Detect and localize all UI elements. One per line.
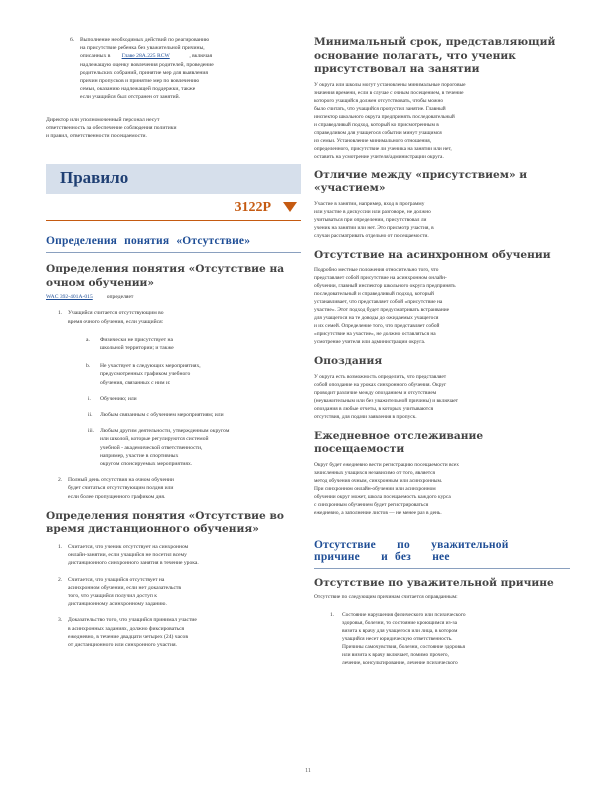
paragraph-line: собой опоздание на уроках синхронного обучения. Округ [314,381,447,388]
paragraph-excused: Отсутствие по следующим причинам считается оправданным: [314,594,458,600]
paragraph-line: метод обучения очным, синхронным или асинхронным. [314,477,443,484]
item-line: или школой, которые регулируются системой [100,436,209,443]
title-word: по [397,538,410,551]
heading-line: Отличие между «присутствием» и [314,168,528,181]
section-title-absence: Определения понятия «Отсутствие» [46,235,301,253]
wac-link[interactable]: WAC 392-401A-015 [46,294,93,301]
heading-absence-inperson [46,263,301,290]
paragraph-line: устанавливает, что представляет собой «присутствие на [314,299,443,305]
item-line: того, что учащийся получил доступ к [68,592,157,599]
paragraph-line: ответственность за обеспечение соблюдения политики [46,124,177,131]
paragraph-line: и справедливый подход, который ко присмотренным в [314,121,439,128]
title-word: причине [314,550,360,563]
heading-line: посещаемости [314,443,405,455]
item-line: или визита к врачу включает, помимо прочего, [342,652,449,658]
paragraph-line: обучении округ может, школа посещаемость каждого курса [314,493,451,500]
item-line: Причины самочувствия, болезни, состояние здоровья [342,644,465,650]
item-line: от дистанционного или синхронного участия. [68,641,177,648]
item-line: Физически не присутствует на [100,336,173,343]
item-line: здоровья, болезни, то состояние кроющимся из-за [342,620,457,626]
paragraph-line: У округа есть возможность определить, что представляет [314,373,447,380]
paragraph-line: справедливом для учащегося событии минут учащимся [314,129,442,136]
list-item [46,576,301,609]
section-title-excused [314,539,570,569]
heading-line: очном обучении» [46,276,155,289]
item-line: онлайн-занятии, если учащийся не посетил всему [68,552,187,559]
heading-tardies: Опоздания [314,355,383,367]
paragraph-tardies [314,373,570,421]
list-item [46,411,301,419]
paragraph-line: случаи рассматривать отдельно от посещаемости. [314,232,429,239]
paragraph-line: с синхронным обучением будет регистрироваться [314,501,429,508]
item-line: Считается, что учащийся отсутствует на [68,576,165,583]
paragraph-daily [314,461,570,517]
item-number: 1. [58,310,63,317]
rule-number-bar [46,194,301,221]
item-line: обучения, связанных с ним и: [100,379,171,386]
item-line: на присутствие ребенка без уважительной причины, [80,45,205,52]
absence-list [46,309,301,500]
rule-number: 3122P [234,200,271,216]
heading-min-time [314,36,570,77]
paragraph-line: участие». Этот подход будет предусматривать встраивание [314,307,449,313]
heading-distinction [314,169,570,196]
heading-line: основание полагать, что ученик [314,49,516,62]
item-line: Полный день отсутствия на очном обучении [68,477,174,484]
paragraph-line: для учащегося на те доводы до ожидаемых учащегося [314,315,439,321]
paragraph-line: представляет собой присутствие на асинхронном онлайн- [314,275,447,281]
paragraph-line: которого учащийся должен отсутствовать, чтобы можно [314,97,444,104]
remote-list [46,543,301,649]
item-line: в асинхронных заданиях, должно фиксироваться [68,625,185,632]
paragraph-line: усмотрение учителя или администрации округа. [314,339,426,345]
paragraph-line: и их семей. Определение того, что представляет собой [314,323,440,329]
item-line: визита к врачу для учащегося или лица, в котором [342,628,458,634]
item-number: 2. [58,477,63,484]
paragraph-line: Подробно местные положения относительно того, что [314,267,439,273]
heading-line: время дистанционного обучения» [46,523,259,536]
paragraph-line: оставить на усмотрение учителя/администрации округа. [314,153,444,160]
list-item [46,427,301,468]
paragraph-line: инспектор школьного округа предпринять последовательный [314,113,455,120]
item-line: лечение, консультирование, лечение психического [342,660,458,666]
paragraph-async [314,266,570,346]
paragraph-line: ежедневно, а заполнение листов — не менее раз в день. [314,509,442,516]
paragraph-line: отсутствия, для подачи заявления в пропуск. [314,413,417,420]
item-line: Учащийся считается отсутствующим во [68,310,164,317]
item-line: асинхронном обучении, если нет доказательств [68,584,182,591]
item-line: Считается, что ученик отсутствует на синхронном [68,543,189,550]
title-word: Отсутствие [314,538,376,551]
item-letter: a. [86,336,90,343]
paragraph-line: У округа или школы могут установлены минимальные пороговые [314,81,466,88]
paragraph-line: При синхронном онлайн-обучении или асинхронном [314,485,436,492]
item-text: описанных в [80,53,111,60]
item-number: 3. [58,617,63,624]
item-line: учебной - академической ответственности, [100,444,203,451]
item-line: учащийся несет юридическую ответственность. [342,636,453,642]
item-line: Выполнение необходимых действий по реагированию [80,37,210,43]
item-line: причин пропусков и принятие мер по вовлечению [80,78,200,85]
list-item [46,362,301,387]
heading-line: «участием» [314,182,386,194]
paragraph-line: или участие в дискуссии или разговоре, не должно [314,208,431,215]
item-line [80,52,301,60]
list-item [46,395,301,403]
heading-excused-absence: Отсутствие по уважительной причине [314,576,554,589]
list-item [46,543,301,568]
item-line: родительских собраний, принятие мер для выявления [80,69,208,76]
title-word: нее [432,550,450,563]
paragraph-distinction [314,200,570,240]
list-item-6 [46,36,301,102]
paragraph-line: Округ будет ежедневно вести регистрацию посещаемости всех [314,461,459,468]
rule-banner [46,164,301,194]
item-line: Любым связанным с обучением мероприятиям; или [100,412,224,419]
item-line: время очного обучения, если учащийся: [68,318,164,325]
triangle-down-icon [283,202,297,212]
item-line: надлежащую оценку вовлечения родителей, проведение [80,61,214,68]
item-line: ежедневно, в течение двадцати четырех (24) часов [68,633,188,640]
heading-daily-tracking [314,430,570,457]
item-number: 2. [58,576,63,583]
item-line: будет считаться отсутствующим полдня или [68,485,174,492]
paragraph-line: определенного, присутствие ли ученика на занятии или нет, [314,145,452,152]
item-letter: b. [86,363,91,370]
title-word: уважительной [431,538,509,551]
paragraph-line: последовательный и справедливый подход, который [314,291,434,297]
item-roman: iii. [88,428,95,435]
item-line: Обучению; или [100,395,137,402]
paragraph-line: проводит различие между опозданием и отсутствием [314,389,437,396]
item-line: например, участие в спортивных [100,452,179,459]
item-line: Доказательство того, что учащийся принимал участие [68,617,197,624]
item-number: 1. [58,543,63,550]
wac-tail: определяет [106,294,134,301]
title-word: и без [381,550,411,563]
item-number: 1. [330,612,335,618]
page-number: 11 [305,768,311,774]
heading-line: Определения понятия «Отсутствие во [46,509,284,522]
paragraph-line: Участие в занятии, например, вход в программу [314,200,425,207]
paragraph-line: (неуважительным или без уважительной причины) и включает [314,397,459,404]
paragraph-line: из семьи. Установление минимального отношения, [314,137,432,144]
paragraph-line: Директор или уполномоченный персонал несут [46,116,160,123]
item-line: если более пропущенного графиком дня. [68,493,166,500]
list-item [46,309,301,325]
paragraph-line: опоздания в любые отчеты, в которых учитываются [314,405,434,412]
heading-line: присутствовал на занятии [314,63,480,75]
paragraph-line: значения времени, если в случае с очным посещением, в течение [314,89,464,96]
paragraph-line: было считать, что учащийся пропустил занятие. Главный [314,105,446,112]
paragraph-line: «присутствие на участие», не должно оставляться на [314,331,436,337]
item-line: школьной территории; и также [100,345,174,352]
item-line: Состояние нарушения физического или психического [342,612,466,618]
list-item [46,616,301,649]
wac-line [46,293,301,301]
item-text: , включая [189,53,213,60]
item-roman: ii. [88,412,93,419]
item-line: Не участвует в следующих мероприятиях, [100,363,201,370]
paragraph-line: обучении, главный инспектор школьного округа предпринять [314,283,456,289]
item-line: дистанционного синхронного занятия в течение урока. [68,560,199,567]
list-item [46,336,301,352]
item-line: округом спонсируемых мероприятиях. [100,461,193,468]
item-line: предусмотренных графиком учебного [100,371,191,378]
heading-line: Ежедневное отслеживание [314,429,484,442]
rcw-link[interactable]: Главе 28A.225 RCW [121,53,170,60]
list-item [46,476,301,501]
heading-line: Определения понятия «Отсутствие на [46,263,285,276]
list-item [314,611,570,667]
item-line: семьи, оказанию надлежащей поддержки, также [80,86,196,93]
item-line: если учащийся был отстранен от занятий. [80,94,180,101]
heading-absence-remote [46,510,301,537]
paragraph-line: ученик на занятии или нет. Это присмотр участия, в [314,224,434,231]
right-column [314,36,570,667]
paragraph-line: учитываться при определении, присутствовал ли [314,216,427,223]
left-column [46,36,301,649]
paragraph-line: и правил, ответственности посещаемости. [46,133,147,140]
item-number: 6. [70,37,75,43]
item-line: Любым другим деятельности, утвержденным округом [100,428,230,435]
item-roman: i. [88,395,91,402]
rule-label: Правило [60,168,129,188]
director-paragraph [46,116,301,141]
heading-async-absence: Отсутствие на асинхронном обучении [314,248,551,261]
paragraph-line: зачисленных учащихся независимо от того, является [314,469,436,476]
item-line: дистанционному асинхронному заданию. [68,601,167,608]
paragraph-min-time [314,81,570,161]
heading-line: Минимальный срок, представляющий [314,36,556,48]
